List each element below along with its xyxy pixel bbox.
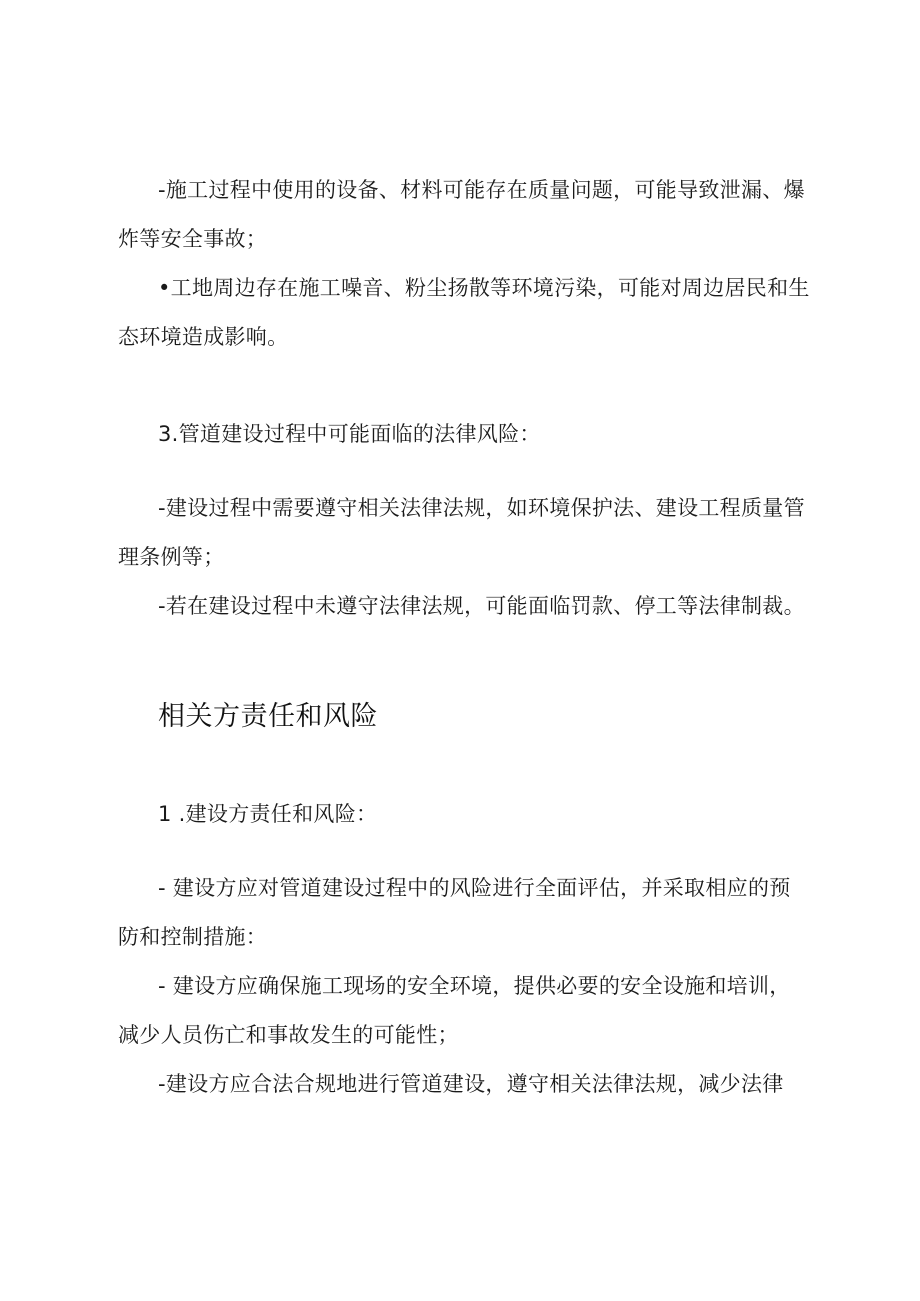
paragraph-equipment-quality-risk: -施工过程中使用的设备、材料可能存在质量问题，可能导致泄漏、爆炸等安全事故； — [118, 178, 805, 251]
paragraph-legal-risk-heading: 3.管道建设过程中可能面临的法律风险： — [158, 422, 541, 446]
paragraph-legal-sanctions: -若在建设过程中未遵守法律法规，可能面临罚款、停工等法律制裁。 — [158, 594, 805, 618]
paragraph-builder-risk-assessment: - 建设方应对管道建设过程中的风险进行全面评估，并采取相应的预防和控制措施： — [118, 876, 791, 949]
paragraph-builder-responsibility-title: 1 .建设方责任和风险： — [158, 802, 378, 826]
paragraph-legal-compliance: -建设过程中需要遵守相关法律法规，如环境保护法、建设工程质量管理条例等； — [118, 496, 805, 569]
paragraph-environmental-pollution-risk: •工地周边存在施工噪音、粉尘扬散等环境污染，可能对周边居民和生态环境造成影响。 — [118, 276, 810, 349]
paragraph-builder-site-safety: - 建设方应确保施工现场的安全环境，提供必要的安全设施和培训，减少人员伤亡和事故发生的可能性； — [118, 974, 791, 1047]
section-heading: 相关方责任和风险 — [158, 701, 378, 732]
paragraph-builder-legal-compliance: -建设方应合法合规地进行管道建设，遵守相关法律法规，减少法律 — [158, 1072, 784, 1096]
